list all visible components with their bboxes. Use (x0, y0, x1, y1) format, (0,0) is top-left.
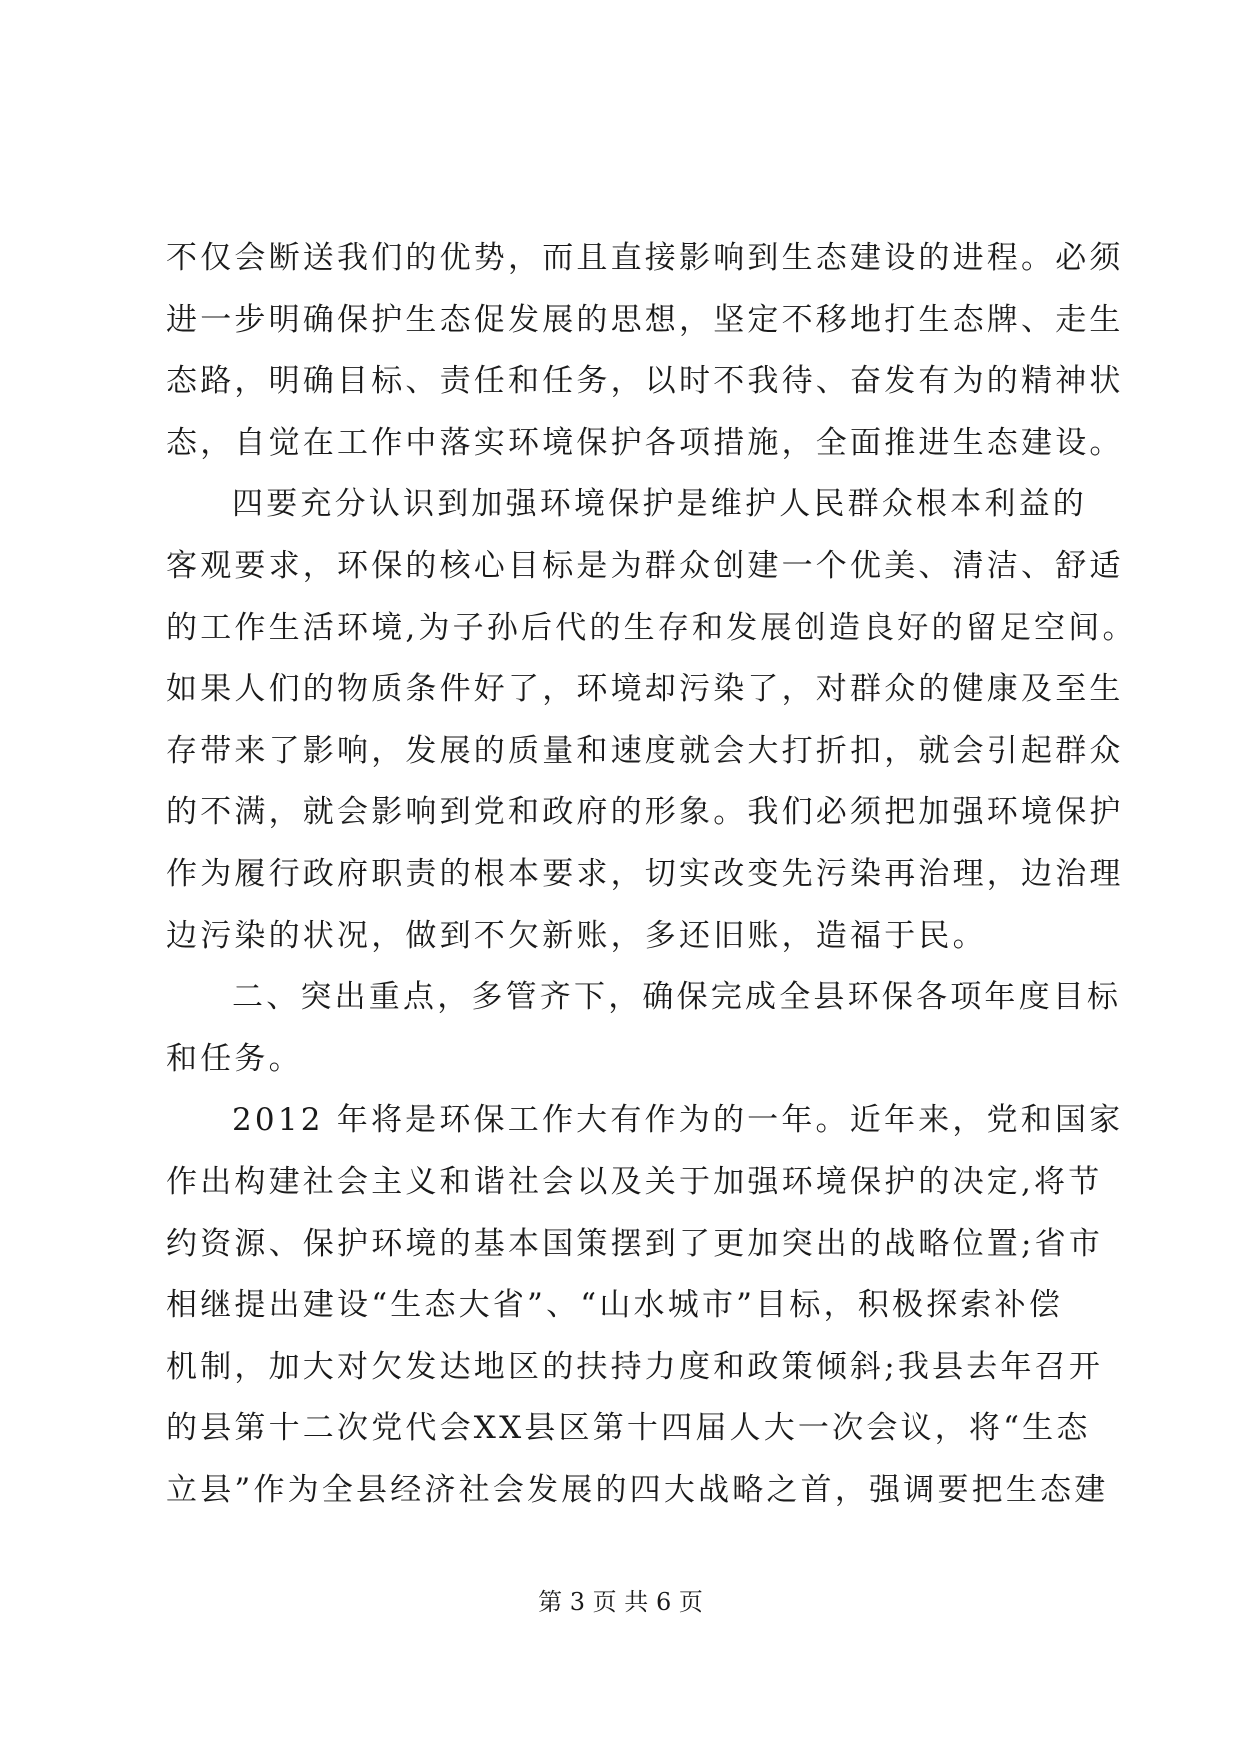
text-line: 态，自觉在工作中落实环境保护各项措施，全面推进生态建设。 (166, 424, 1124, 461)
text-line: 进一步明确保护生态促发展的思想，坚定不移地打生态牌、走生 (166, 301, 1124, 338)
text-line: 作出构建社会主义和谐社会以及关于加强环境保护的决定,将节 (166, 1163, 1103, 1200)
text-line: 机制，加大对欠发达地区的扶持力度和政策倾斜;我县去年召开 (166, 1348, 1104, 1385)
body-text (166, 228, 1137, 1521)
section-heading-line: 和任务。 (166, 1040, 303, 1077)
text-line: 客观要求，环保的核心目标是为群众创建一个优美、清洁、舒适 (166, 547, 1124, 584)
text-line: 的不满，就会影响到党和政府的形象。我们必须把加强环境保护 (166, 794, 1124, 831)
paragraph-start-line: 2012 年将是环保工作大有作为的一年。近年来，党和国家 (232, 1102, 1124, 1139)
text-line: 相继提出建设“生态大省”、“山水城市”目标，积极探索补偿 (166, 1287, 1063, 1324)
text-line: 立县”作为全县经济社会发展的四大战略之首，强调要把生态建 (166, 1471, 1109, 1508)
text-line: 的工作生活环境,为子孙后代的生存和发展创造良好的留足空间。 (166, 609, 1137, 646)
text-line: 如果人们的物质条件好了，环境却污染了，对群众的健康及至生 (166, 671, 1124, 708)
page-number-footer: 第 3 页 共 6 页 (538, 1588, 703, 1616)
text-line: 存带来了影响，发展的质量和速度就会大打折扣，就会引起群众 (166, 732, 1124, 769)
text-line: 作为履行政府职责的根本要求，切实改变先污染再治理，边治理 (166, 855, 1124, 892)
section-heading-line: 二、突出重点，多管齐下，确保完成全县环保各项年度目标 (232, 979, 1122, 1016)
paragraph-start-line: 四要充分认识到加强环境保护是维护人民群众根本利益的 (232, 486, 1087, 523)
text-line: 态路，明确目标、责任和任务，以时不我待、奋发有为的精神状 (166, 363, 1124, 400)
text-line: 不仅会断送我们的优势，而且直接影响到生态建设的进程。必须 (166, 240, 1124, 276)
text-line: 边污染的状况，做到不欠新账，多还旧账，造福于民。 (166, 917, 987, 954)
text-line: 约资源、保护环境的基本国策摆到了更加突出的战略位置;省市 (166, 1225, 1104, 1262)
text-line: 的县第十二次党代会XX县区第十四届人大一次会议，将“生态 (166, 1410, 1091, 1447)
